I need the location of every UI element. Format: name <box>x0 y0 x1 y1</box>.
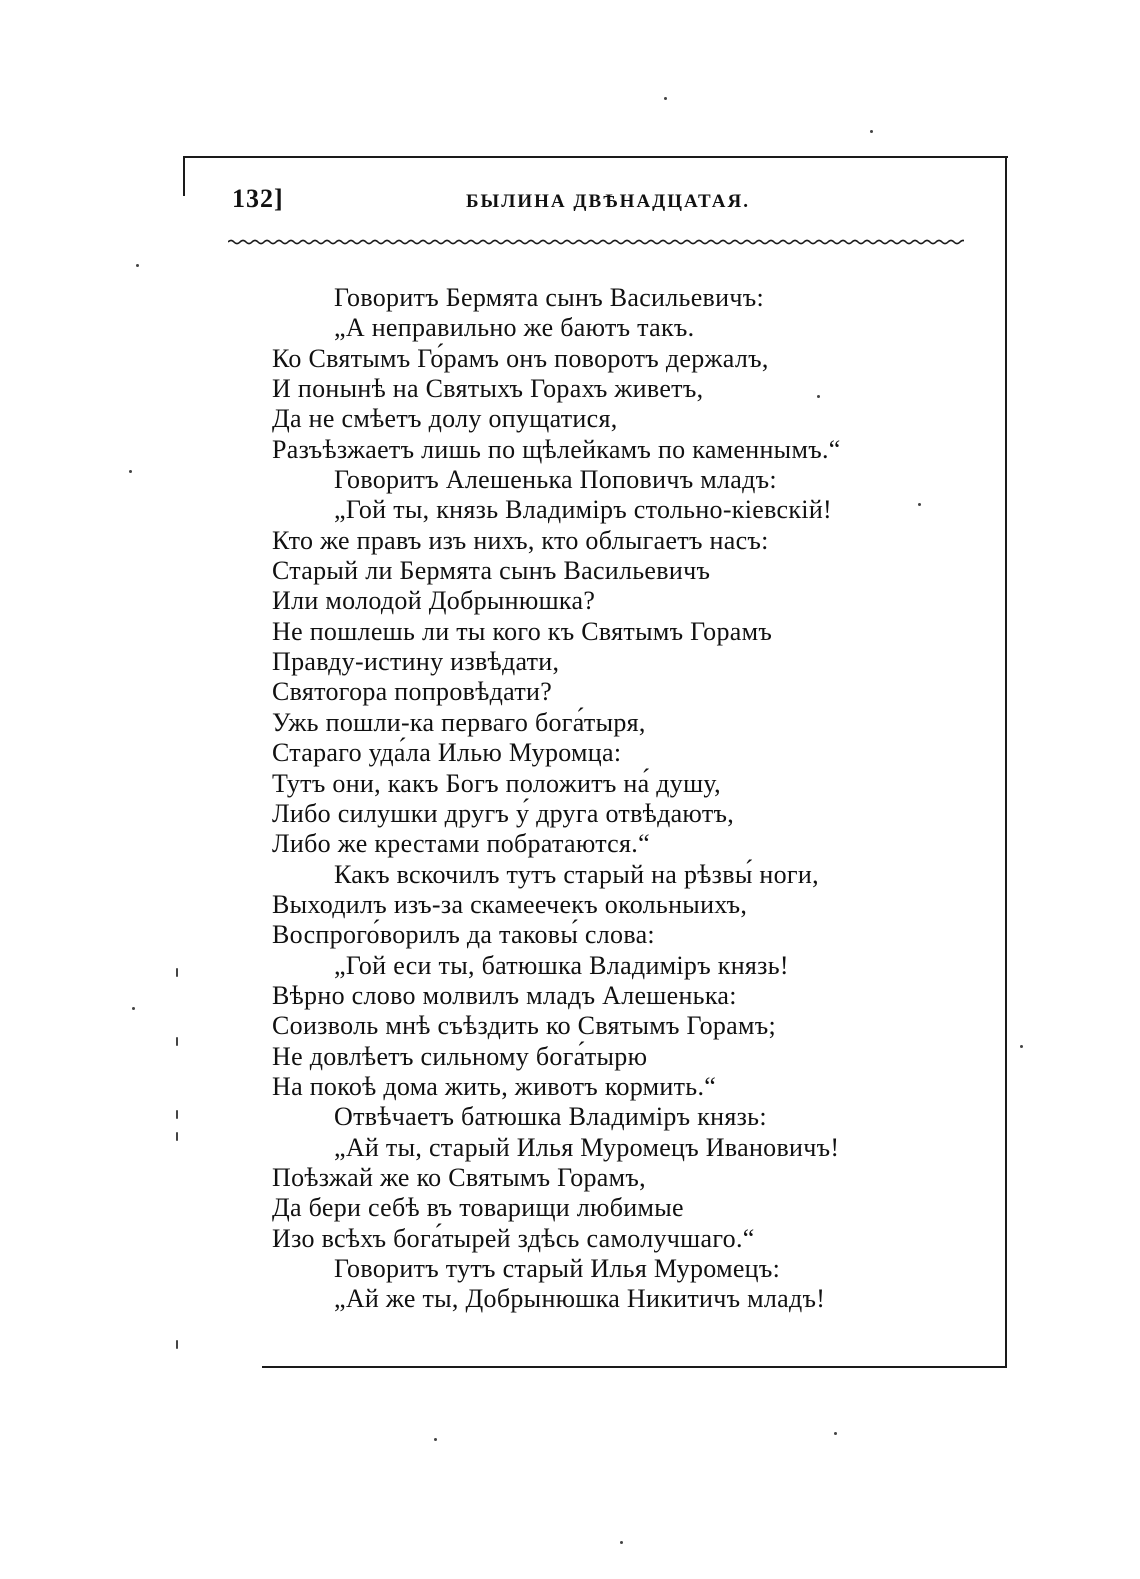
verse-line: Говоритъ Бермята сынъ Васильевичъ: <box>334 283 764 312</box>
verse-line: Какъ вскочилъ тутъ старый на рѣзвы́ ноги, <box>334 859 819 889</box>
verse-line: Либо силушки другъ у́ друга отвѣдаютъ, <box>272 798 735 828</box>
print-speck <box>817 395 820 398</box>
wavy-ornamental-rule <box>228 236 964 248</box>
verse-line: Поѣзжай же ко Святымъ Горамъ, <box>272 1162 646 1192</box>
print-speck <box>176 1110 178 1119</box>
verse-line: Соизволь мнѣ съѣздить ко Святымъ Горамъ; <box>272 1011 777 1041</box>
print-speck <box>176 968 178 977</box>
verse-line: Ко Святымъ Го́рамъ онъ поворотъ держалъ, <box>272 343 769 373</box>
verse-line: Говоритъ Алешенька Поповичъ младъ: <box>334 465 777 495</box>
verse-line: Правду-истину извѣдати, <box>272 647 560 677</box>
print-speck <box>620 1541 623 1544</box>
verse-line: Либо же крестами побратаются.“ <box>272 829 650 859</box>
verse-line: „Гой ты, князь Владиміръ стольно-кіевскій! <box>334 495 832 525</box>
print-speck <box>1020 1045 1023 1048</box>
print-speck <box>870 130 873 133</box>
verse-line: Вѣрно слово молвилъ младъ Алешенька: <box>272 980 737 1010</box>
verse-line: „Гой еси ты, батюшка Владиміръ князь! <box>334 950 789 980</box>
print-speck <box>434 1438 437 1441</box>
verse-line: Тутъ они, какъ Богъ положитъ на́ душу, <box>272 768 721 798</box>
verse-line: И понынѣ на Святыхъ Горахъ живетъ, <box>272 374 704 404</box>
page-frame-left-rule <box>183 156 185 196</box>
verse-line: Кто же правъ изъ нихъ, кто облыгаетъ насъ: <box>272 525 769 555</box>
verse-line: Или молодой Добрынюшка? <box>272 586 596 616</box>
verse-body <box>272 283 972 1323</box>
print-speck <box>132 1007 135 1010</box>
verse-line: Разъѣзжаетъ лишь по щѣлейкамъ по каменнымъ.“ <box>272 434 841 464</box>
verse-line: Выходилъ изъ-за скамеечекъ окольныихъ, <box>272 889 748 919</box>
print-speck <box>129 470 132 473</box>
verse-line: Да не смѣетъ долу опущатися, <box>272 404 618 434</box>
running-title: БЫЛИНА ДВѢНАДЦАТАЯ. <box>466 191 750 212</box>
verse-line: Ужь пошли-ка перваго бога́тыря, <box>272 707 646 737</box>
print-speck <box>176 1037 178 1046</box>
print-speck <box>176 1340 178 1349</box>
verse-line: Святогора попровѣдати? <box>272 677 553 707</box>
verse-line: „Ай же ты, Добрынюшка Никитичъ младъ! <box>334 1284 826 1314</box>
print-speck <box>918 503 921 506</box>
page-frame-right-rule <box>1005 156 1007 1368</box>
verse-line: Отвѣчаетъ батюшка Владиміръ князь: <box>334 1102 767 1132</box>
verse-line: Воспрого́ворилъ да таковы́ слова: <box>272 920 655 950</box>
verse-line: Старый ли Бермята сынъ Васильевичъ <box>272 556 711 586</box>
verse-line: Изо всѣхъ бога́тырей здѣсь самолучшаго.“ <box>272 1223 755 1253</box>
print-speck <box>136 264 139 267</box>
print-speck <box>176 1132 178 1141</box>
verse-line: Стараго уда́ла Илью Муромца: <box>272 738 622 768</box>
verse-line: „Ай ты, старый Илья Муромецъ Ивановичъ! <box>334 1132 840 1162</box>
page-frame-top-rule <box>183 156 1008 158</box>
page-frame-bottom-rule <box>262 1366 1007 1368</box>
verse-line: Не довлѣетъ сильному бога́тырю <box>272 1041 648 1071</box>
page-number: 132] <box>232 184 284 213</box>
print-speck <box>664 97 667 100</box>
verse-line: На покоѣ дома жить, животъ кормить.“ <box>272 1071 717 1101</box>
print-speck <box>834 1432 837 1435</box>
verse-line: Да бери себѣ въ товарищи любимые <box>272 1193 684 1223</box>
verse-line: Не пошлешь ли ты кого къ Святымъ Горамъ <box>272 616 773 646</box>
verse-line: „А неправильно же баютъ такъ. <box>334 313 695 343</box>
verse-line: Говоритъ тутъ старый Илья Муромецъ: <box>334 1254 781 1283</box>
